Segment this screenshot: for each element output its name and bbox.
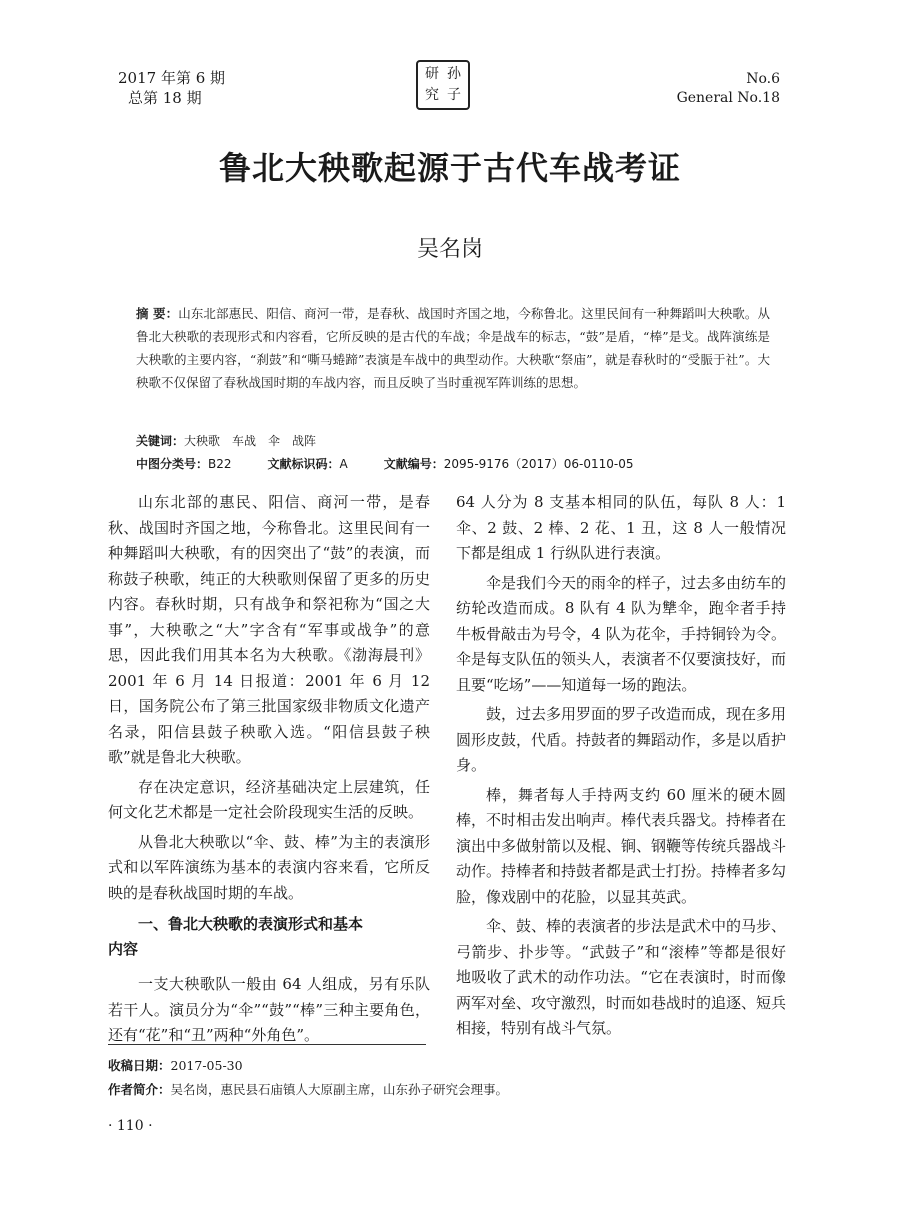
article-author: 吴名岗 [416,237,483,262]
issue-en: No.6 [746,71,780,87]
paragraph: 存在决定意识，经济基础决定上层建筑，任何文化艺术都是一定社会阶段现实生活的反映。 [108,777,430,821]
left-column [108,490,430,1053]
right-column [456,490,786,1046]
paragraph: 伞是我们今天的雨伞的样子，过去多由纺车的纺轮改造而成。8 队有 4 队为犨伞，跑伞者手持牛板骨敲击为号令，4 队为花伞，手持铜铃为令。伞是每支队伍的领头人，表演者不仅要演技好，而且要“吃场”——知道每一场的跑法。 [456,573,787,694]
total-issue-en: General No.18 [676,90,780,106]
doc-id-label: 文献编号： [383,457,444,471]
clc-value: B22 [208,457,232,471]
received-date: 2017-05-30 [170,1058,243,1073]
paragraph: 鼓，过去多用罗面的罗子改造而成，现在多用圆形皮鼓，代盾。持鼓者的舞蹈动作，多是以盾护身。 [456,705,787,774]
article-title: 鲁北大秧歌起源于古代车战考证 [218,149,681,187]
total-issue-cn: 总第 18 期 [128,89,202,107]
paragraph: 山东北部的惠民、阳信、商河一带，是春秋、战国时齐国之地，今称鲁北。这里民间有一种舞蹈叫大秧歌，有的因突出了“鼓”的表演，而称鼓子秧歌，纯正的大秧歌则保留了更多的历史内容。春秋时期，只有战争和祭祀称为“国之大事”，大秧歌之“大”字含有“军事或战争”的意思，因此我们用其本名为大秧歌。《渤海晨刊》2001 年 6 月 14 日报道：2001 年 6 月 12 日，国务院公布了第三批国家级非物质文化遗产名录，阳信县鼓子秧歌入选。“阳信县鼓子秧歌”就是鲁北大秧歌。 [108,493,430,766]
keywords-line [136,430,633,453]
footnote-divider [108,1044,426,1045]
keywords-text: 大秧歌 车战 伞 战阵 [184,434,317,448]
abstract [136,302,770,394]
author-bio-label: 作者简介： [108,1082,171,1097]
logo-char: 孙 [447,66,461,82]
article-meta [136,430,633,476]
doc-id-value: 2095-9176（2017）06-0110-05 [443,457,634,471]
journal-logo [416,60,470,110]
issue-cn: 2017 年第 6 期 [118,69,226,87]
paragraph: 棒，舞者每人手持两支约 60 厘米的硬木圆棒，不时相击发出响声。棒代表兵器戈。持棒者在演出中多做射箭以及棍、锏、钢鞭等传统兵器战斗动作。持棒者和持鼓者都是武士打扮。持棒者多勾脸，像戏剧中的花脸，以显其英武。 [456,785,787,906]
paragraph: 伞、鼓、棒的表演者的步法是武术中的马步、弓箭步、扑步等。“武鼓子”和“滚棒”等都是很好地吸收了武术的动作功法。“它在表演时，时而像两军对垒、攻守激烈，时而如巷战时的追逐、短兵相接，特别有战斗气氛。 [456,917,787,1037]
section-heading: 一、鲁北大秧歌的表演形式和基本 内容 [108,915,364,958]
clc-label: 中图分类号： [136,457,209,471]
paragraph: 64 人分为 8 支基本相同的队伍，每队 8 人：1 伞、2 鼓、2 棒、2 花、1 丑，这 8 人一般情况下都是组成 1 行纵队进行表演。 [456,493,786,562]
paragraph: 从鲁北大秧歌以“伞、鼓、棒”为主的表演形式和以军阵演练为基本的表演内容来看，它所反映的是春秋战国时期的车战。 [108,832,430,902]
journal-issue-en [677,70,780,108]
doc-code-value: A [339,457,348,471]
logo-char: 究 [425,87,439,103]
abstract-label: 摘 要： [136,306,179,321]
footnote [108,1054,508,1102]
logo-char: 子 [447,87,461,103]
logo-char: 研 [425,66,439,82]
author-bio-line [108,1078,508,1102]
received-date-line [108,1054,508,1078]
paragraph: 一支大秧歌队一般由 64 人组成，另有乐队若干人。演员分为“伞”“鼓”“棒”三种主要角色，还有“花”和“丑”两种“外角色”。 [108,975,430,1044]
doc-code-label: 文献标识码： [267,457,340,471]
page-number: · 110 · [108,1118,153,1134]
keywords-label: 关键词： [136,434,185,448]
journal-issue [118,68,225,108]
received-label: 收稿日期： [108,1058,171,1073]
author-bio: 吴名岗，惠民县石庙镇人大原副主席，山东孙子研究会理事。 [170,1082,509,1097]
classification-line [136,453,633,476]
abstract-text: 山东北部惠民、阳信、商河一带，是春秋、战国时齐国之地，今称鲁北。这里民间有一种舞蹈叫大秧歌。从鲁北大秧歌的表现形式和内容看，它所反映的是古代的车战；伞是战车的标志，“鼓”是盾，“棒”是戈。战阵演练是大秧歌的主要内容，“刹鼓”和“嘶马蜷蹄”表演是车战中的典型动作。大秧歌“祭庙”，就是春秋时的“受脤于社”。大秧歌不仅保留了春秋战国时期的车战内容，而且反映了当时重视军阵训练的思想。 [136,306,770,390]
